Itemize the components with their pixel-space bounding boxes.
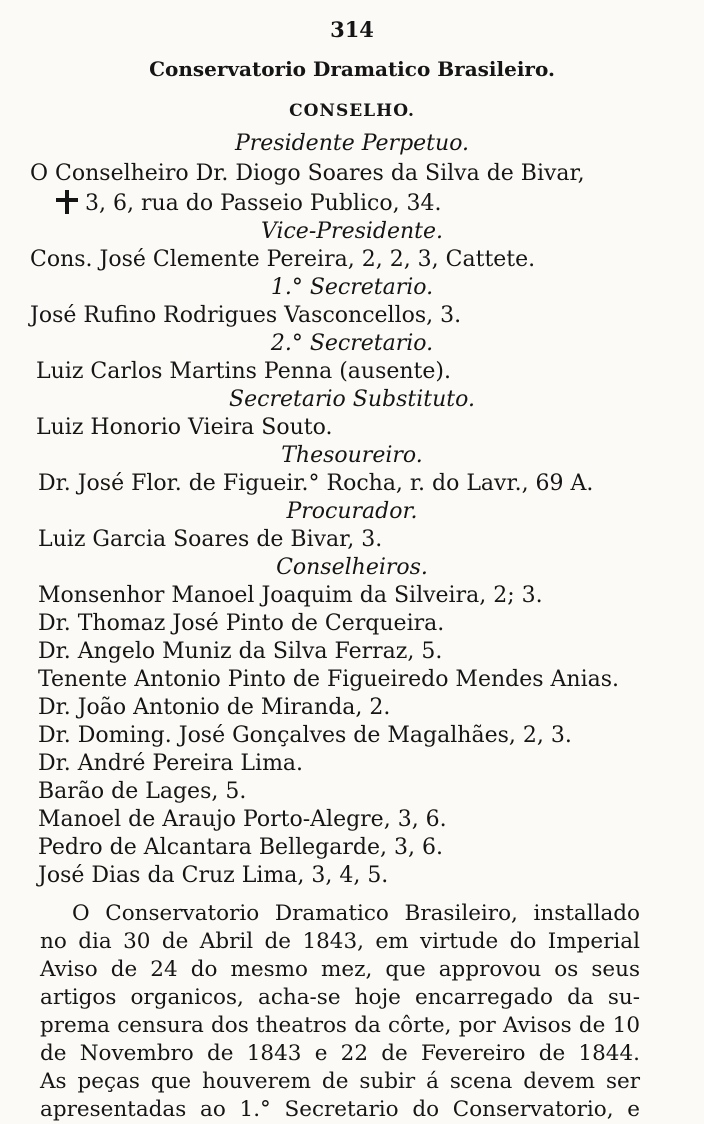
paragraph-line: O Conservatorio Dramatico Brasileiro, installado xyxy=(72,901,640,926)
entry-vice-presidente: Cons. José Clemente Pereira, 2, 2, 3, Cattete. xyxy=(30,247,536,272)
role-2-secretario: 2.° Secretario. xyxy=(270,331,434,356)
paragraph-line: apresentadas ao 1.° Secretario do Conservatorio, e xyxy=(40,1097,640,1122)
entry-presidente-line1: O Conselheiro Dr. Diogo Soares da Silva de Bivar, xyxy=(30,161,585,186)
paragraph-line: prema censura dos theatros da côrte, por Avisos de 10 xyxy=(40,1013,640,1038)
role-vice-presidente: Vice-Presidente. xyxy=(260,219,444,244)
paragraph-line: no dia 30 de Abril de 1843, em virtude do Imperial xyxy=(40,929,640,954)
role-conselheiros: Conselheiros. xyxy=(276,555,428,580)
list-item: Manoel de Araujo Porto-Alegre, 3, 6. xyxy=(38,807,447,832)
entry-presidente-line2 xyxy=(56,190,442,221)
list-item: Monsenhor Manoel Joaquim da Silveira, 2; 3. xyxy=(38,583,543,608)
list-item: Dr. Doming. José Gonçalves de Magalhães, 2, 3. xyxy=(38,723,572,748)
entry-secretario-substituto: Luiz Honorio Vieira Souto. xyxy=(36,415,333,440)
list-item: Tenente Antonio Pinto de Figueiredo Mendes Anias. xyxy=(38,667,620,692)
section-heading: CONSELHO. xyxy=(289,101,415,121)
entry-presidente-line2-text: 3, 6, rua do Passeio Publico, 34. xyxy=(78,191,442,216)
document-title: Conservatorio Dramatico Brasileiro. xyxy=(149,57,555,81)
role-thesoureiro: Thesoureiro. xyxy=(281,443,423,468)
list-item: Dr. João Antonio de Miranda, 2. xyxy=(38,695,391,720)
list-item: Barão de Lages, 5. xyxy=(38,779,247,804)
role-secretario-substituto: Secretario Substituto. xyxy=(229,387,475,412)
paragraph-line: Aviso de 24 do mesmo mez, que approvou os seus xyxy=(40,957,640,982)
paragraph-line: As peças que houverem de subir á scena devem ser xyxy=(40,1069,640,1094)
entry-2-secretario: Luiz Carlos Martins Penna (ausente). xyxy=(36,359,451,384)
paragraph-line: artigos organicos, acha-se hoje encarregado da su- xyxy=(40,985,640,1010)
role-1-secretario: 1.° Secretario. xyxy=(270,275,434,300)
entry-thesoureiro: Dr. José Flor. de Figueir.° Rocha, r. do Lavr., 69 A. xyxy=(38,471,594,496)
entry-procurador: Luiz Garcia Soares de Bivar, 3. xyxy=(38,527,383,552)
list-item: Pedro de Alcantara Bellegarde, 3, 6. xyxy=(38,835,443,860)
role-presidente: Presidente Perpetuo. xyxy=(234,131,470,156)
list-item: Dr. Thomaz José Pinto de Cerqueira. xyxy=(38,611,445,636)
list-item: Dr. Angelo Muniz da Silva Ferraz, 5. xyxy=(38,639,443,664)
role-procurador: Procurador. xyxy=(286,499,418,524)
list-item: Dr. André Pereira Lima. xyxy=(38,751,304,776)
paragraph-line: de Novembro de 1843 e 22 de Fevereiro de 1844. xyxy=(40,1041,640,1066)
page-number: 314 xyxy=(330,17,374,42)
order-cross-icon xyxy=(56,190,78,221)
list-item: José Dias da Cruz Lima, 3, 4, 5. xyxy=(38,863,389,888)
entry-1-secretario: José Rufino Rodrigues Vasconcellos, 3. xyxy=(30,303,462,328)
